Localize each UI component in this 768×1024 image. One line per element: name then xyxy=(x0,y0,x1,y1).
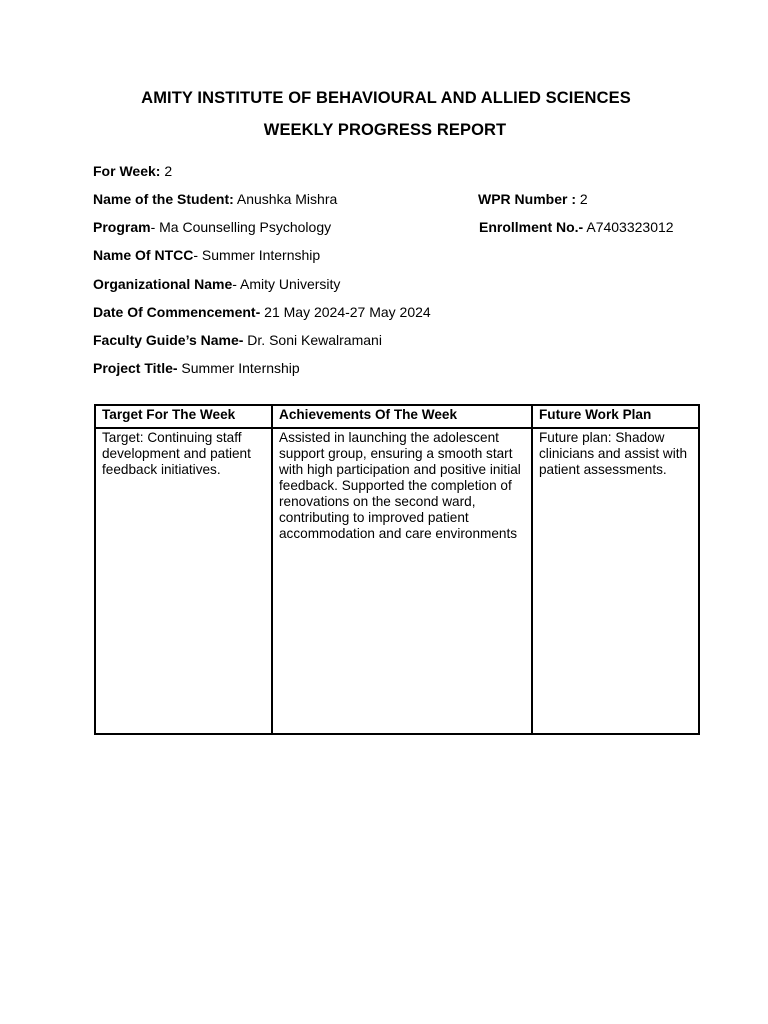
table-row xyxy=(95,428,699,734)
header-target: Target For The Week xyxy=(95,405,272,428)
project-title-field xyxy=(93,360,300,376)
institute-heading: AMITY INSTITUTE OF BEHAVIOURAL AND ALLIED SCIENCES xyxy=(141,89,631,107)
ntcc-field xyxy=(93,247,320,263)
enrollment-value: A7403323012 xyxy=(583,219,674,235)
ntcc-value: - Summer Internship xyxy=(193,247,321,263)
student-name-field xyxy=(93,191,337,207)
report-title: WEEKLY PROGRESS REPORT xyxy=(263,121,507,139)
for-week-field xyxy=(93,163,172,179)
faculty-guide-label: Faculty Guide’s Name- xyxy=(93,332,244,348)
enrollment-field xyxy=(479,219,674,235)
project-title-label: Project Title- xyxy=(93,360,178,376)
organization-field xyxy=(93,276,340,292)
for-week-value: 2 xyxy=(160,163,173,179)
commencement-label: Date Of Commencement- xyxy=(93,304,261,320)
program-field xyxy=(93,219,331,235)
program-value: - Ma Counselling Psychology xyxy=(150,219,332,235)
cell-future-plan: Future plan: Shadow clinicians and assist with patient assessments. xyxy=(532,428,699,734)
progress-table xyxy=(94,404,700,735)
organization-label: Organizational Name xyxy=(93,276,233,292)
header-future-plan: Future Work Plan xyxy=(532,405,699,428)
program-label: Program xyxy=(93,219,151,235)
wpr-number-field xyxy=(478,191,588,207)
cell-target: Target: Continuing staff development and patient feedback initiatives. xyxy=(95,428,272,734)
project-title-value: Summer Internship xyxy=(177,360,300,376)
faculty-guide-value: Dr. Soni Kewalramani xyxy=(243,332,382,348)
wpr-number-label: WPR Number : xyxy=(478,191,576,207)
faculty-guide-field xyxy=(93,332,382,348)
for-week-label: For Week: xyxy=(93,163,161,179)
ntcc-label: Name Of NTCC xyxy=(93,247,194,263)
commencement-field xyxy=(93,304,431,320)
wpr-number-value: 2 xyxy=(576,191,588,207)
table-header-row xyxy=(95,405,699,428)
organization-value: - Amity University xyxy=(232,276,341,292)
student-name-label: Name of the Student: xyxy=(93,191,234,207)
header-achievements: Achievements Of The Week xyxy=(272,405,532,428)
enrollment-label: Enrollment No.- xyxy=(479,219,584,235)
commencement-value: 21 May 2024-27 May 2024 xyxy=(260,304,431,320)
cell-achievements: Assisted in launching the adolescent support group, ensuring a smooth start with high participation and positive initial feedback. Supported the completion of renovations on the second ward, contributing to improved patient accommodation and care environments xyxy=(272,428,532,734)
student-name-value: Anushka Mishra xyxy=(233,191,338,207)
